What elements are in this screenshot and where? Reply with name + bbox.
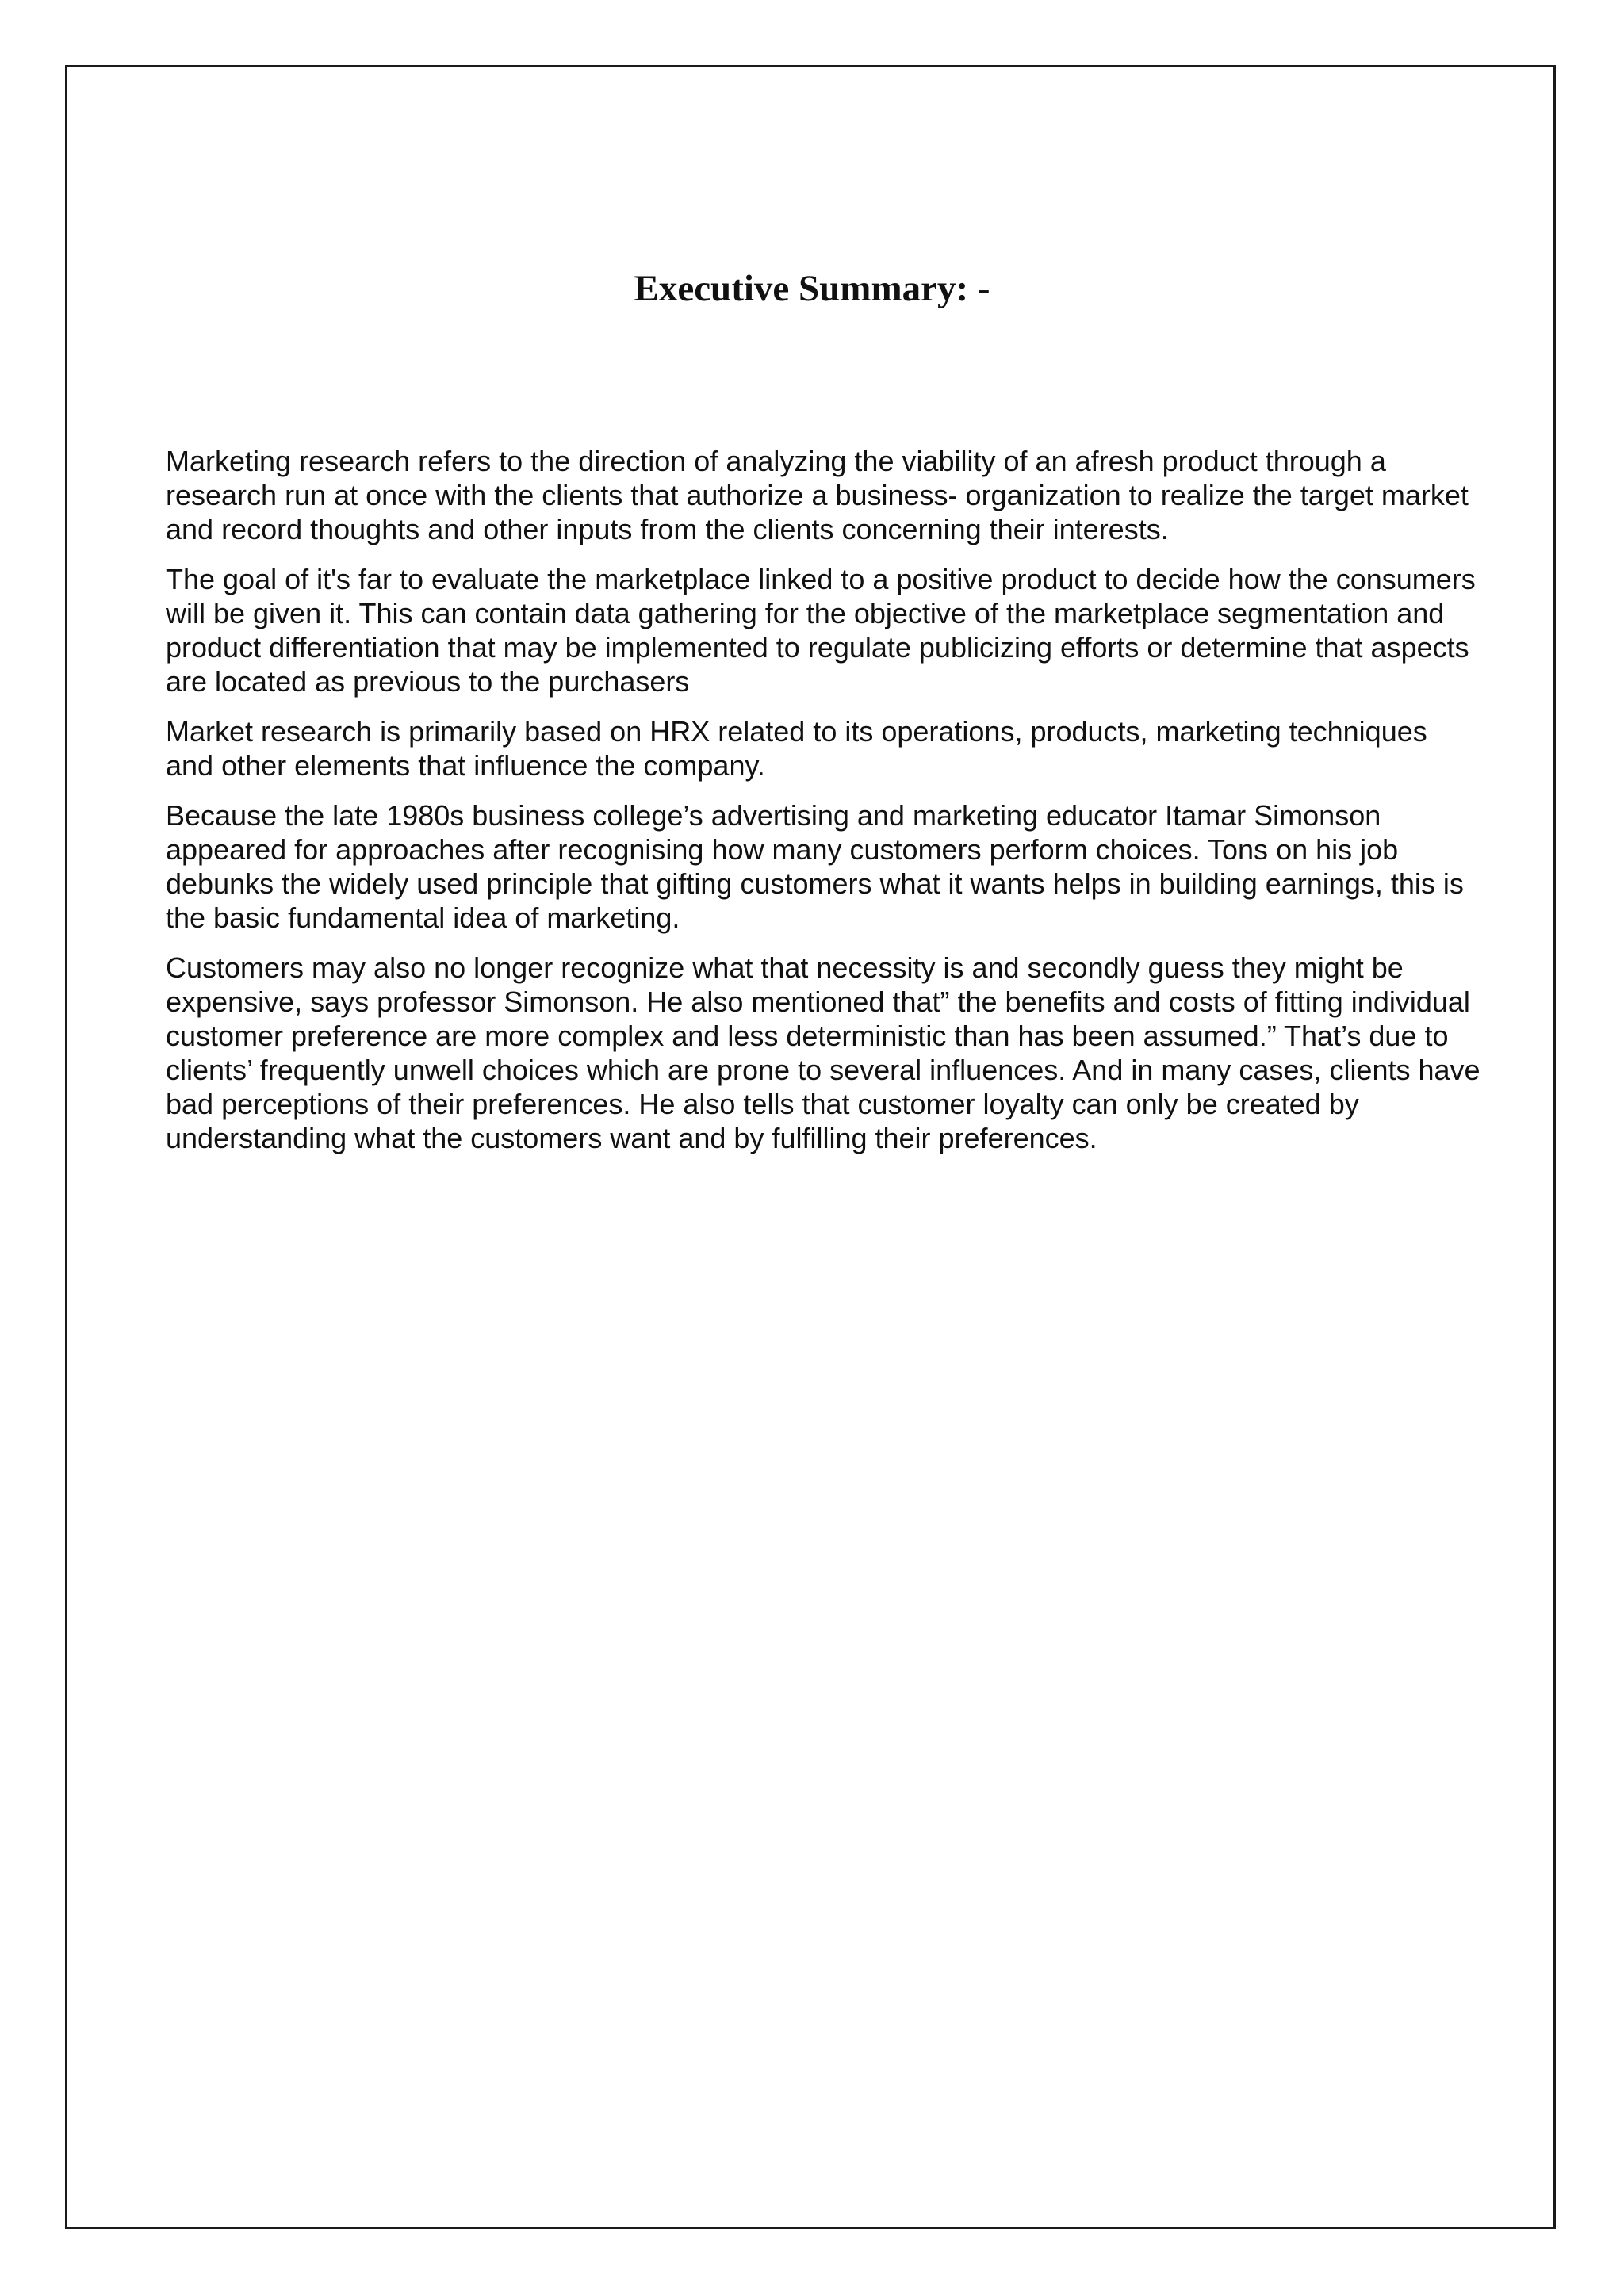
- paragraph-3: Market research is primarily based on HRX related to its operations, products, marketing techniques and other elements that influence the company.: [166, 715, 1427, 782]
- paragraph-2: The goal of it's far to evaluate the marketplace linked to a positive product to decide how the consumers will be given it. This can contain data gathering for the objective of the marketplace segmentation and product differentiation that may be implemented to regulate publicizing efforts or determine that aspects are located as previous to the purchasers: [166, 563, 1476, 698]
- paragraph-5: Customers may also no longer recognize what that necessity is and secondly guess they might be expensive, says professor Simonson. He also mentioned that” the benefits and costs of fitting individual customer preference are more complex and less deterministic than has been assumed.” That’s due to clients’ frequently unwell choices which are prone to several influences. And in many cases, clients have bad perceptions of their preferences. He also tells that customer loyalty can only be created by understanding what the customers want and by fulfilling their preferences.: [166, 951, 1480, 1154]
- page-title: Executive Summary: -: [634, 268, 990, 309]
- document-body: [166, 444, 1482, 1171]
- paragraph-4: Because the late 1980s business college’s advertising and marketing educator Itamar Simonson appeared for approaches after recognising how many customers perform choices. Tons on his job debunks the widely used principle that gifting customers what it wants helps in building earnings, this is the basic fundamental idea of marketing.: [166, 799, 1464, 934]
- paragraph-1: Marketing research refers to the direction of analyzing the viability of an afresh product through a research run at once with the clients that authorize a business- organization to realize the target market and record thoughts and other inputs from the clients concerning their interests.: [166, 445, 1469, 545]
